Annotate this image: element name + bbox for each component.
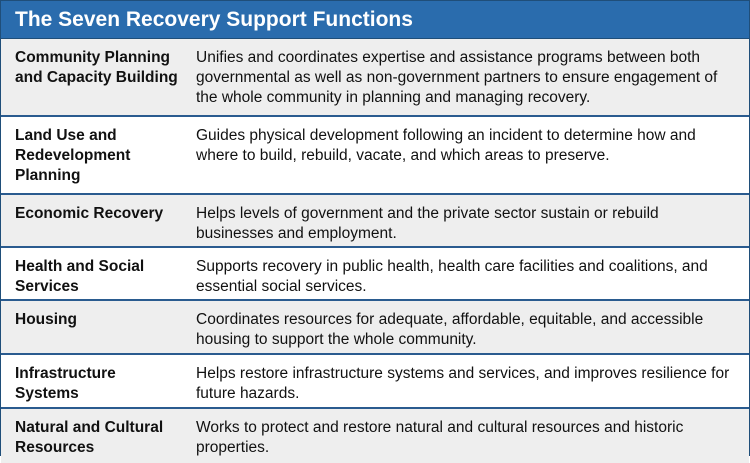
function-name: Land Use and Redevelopment Planning <box>15 127 131 184</box>
table-row <box>1 355 749 409</box>
function-description: Helps restore infrastructure systems and services, and improves resilience for future hazards. <box>196 365 730 402</box>
table-row <box>1 39 749 117</box>
table-body <box>1 39 749 463</box>
table-row <box>1 248 749 301</box>
function-description: Coordinates resources for adequate, affordable, equitable, and accessible housing to support the whole community. <box>196 311 704 348</box>
function-description: Guides physical development following an incident to determine how and where to build, rebuild, vacate, and which areas to preserve. <box>196 127 696 164</box>
table-row <box>1 409 749 463</box>
function-description: Supports recovery in public health, health care facilities and coalitions, and essential social services. <box>196 258 708 295</box>
function-name: Health and Social Services <box>15 258 145 295</box>
function-name: Community Planning and Capacity Building <box>15 49 178 86</box>
table-row <box>1 301 749 355</box>
function-name: Economic Recovery <box>15 205 164 222</box>
function-name: Housing <box>15 311 77 328</box>
table-title: The Seven Recovery Support Functions <box>1 1 749 39</box>
function-description: Helps levels of government and the private sector sustain or rebuild businesses and employment. <box>196 205 659 242</box>
function-name: Infrastructure Systems <box>15 365 116 402</box>
function-name: Natural and Cultural Resources <box>15 419 164 456</box>
table-row <box>1 195 749 248</box>
function-description: Unifies and coordinates expertise and assistance programs between both governmental as well as non-government partners to ensure engagement of the whole community in planning and managing recovery. <box>196 49 718 106</box>
function-description: Works to protect and restore natural and cultural resources and historic properties. <box>196 419 684 456</box>
table-row <box>1 117 749 195</box>
